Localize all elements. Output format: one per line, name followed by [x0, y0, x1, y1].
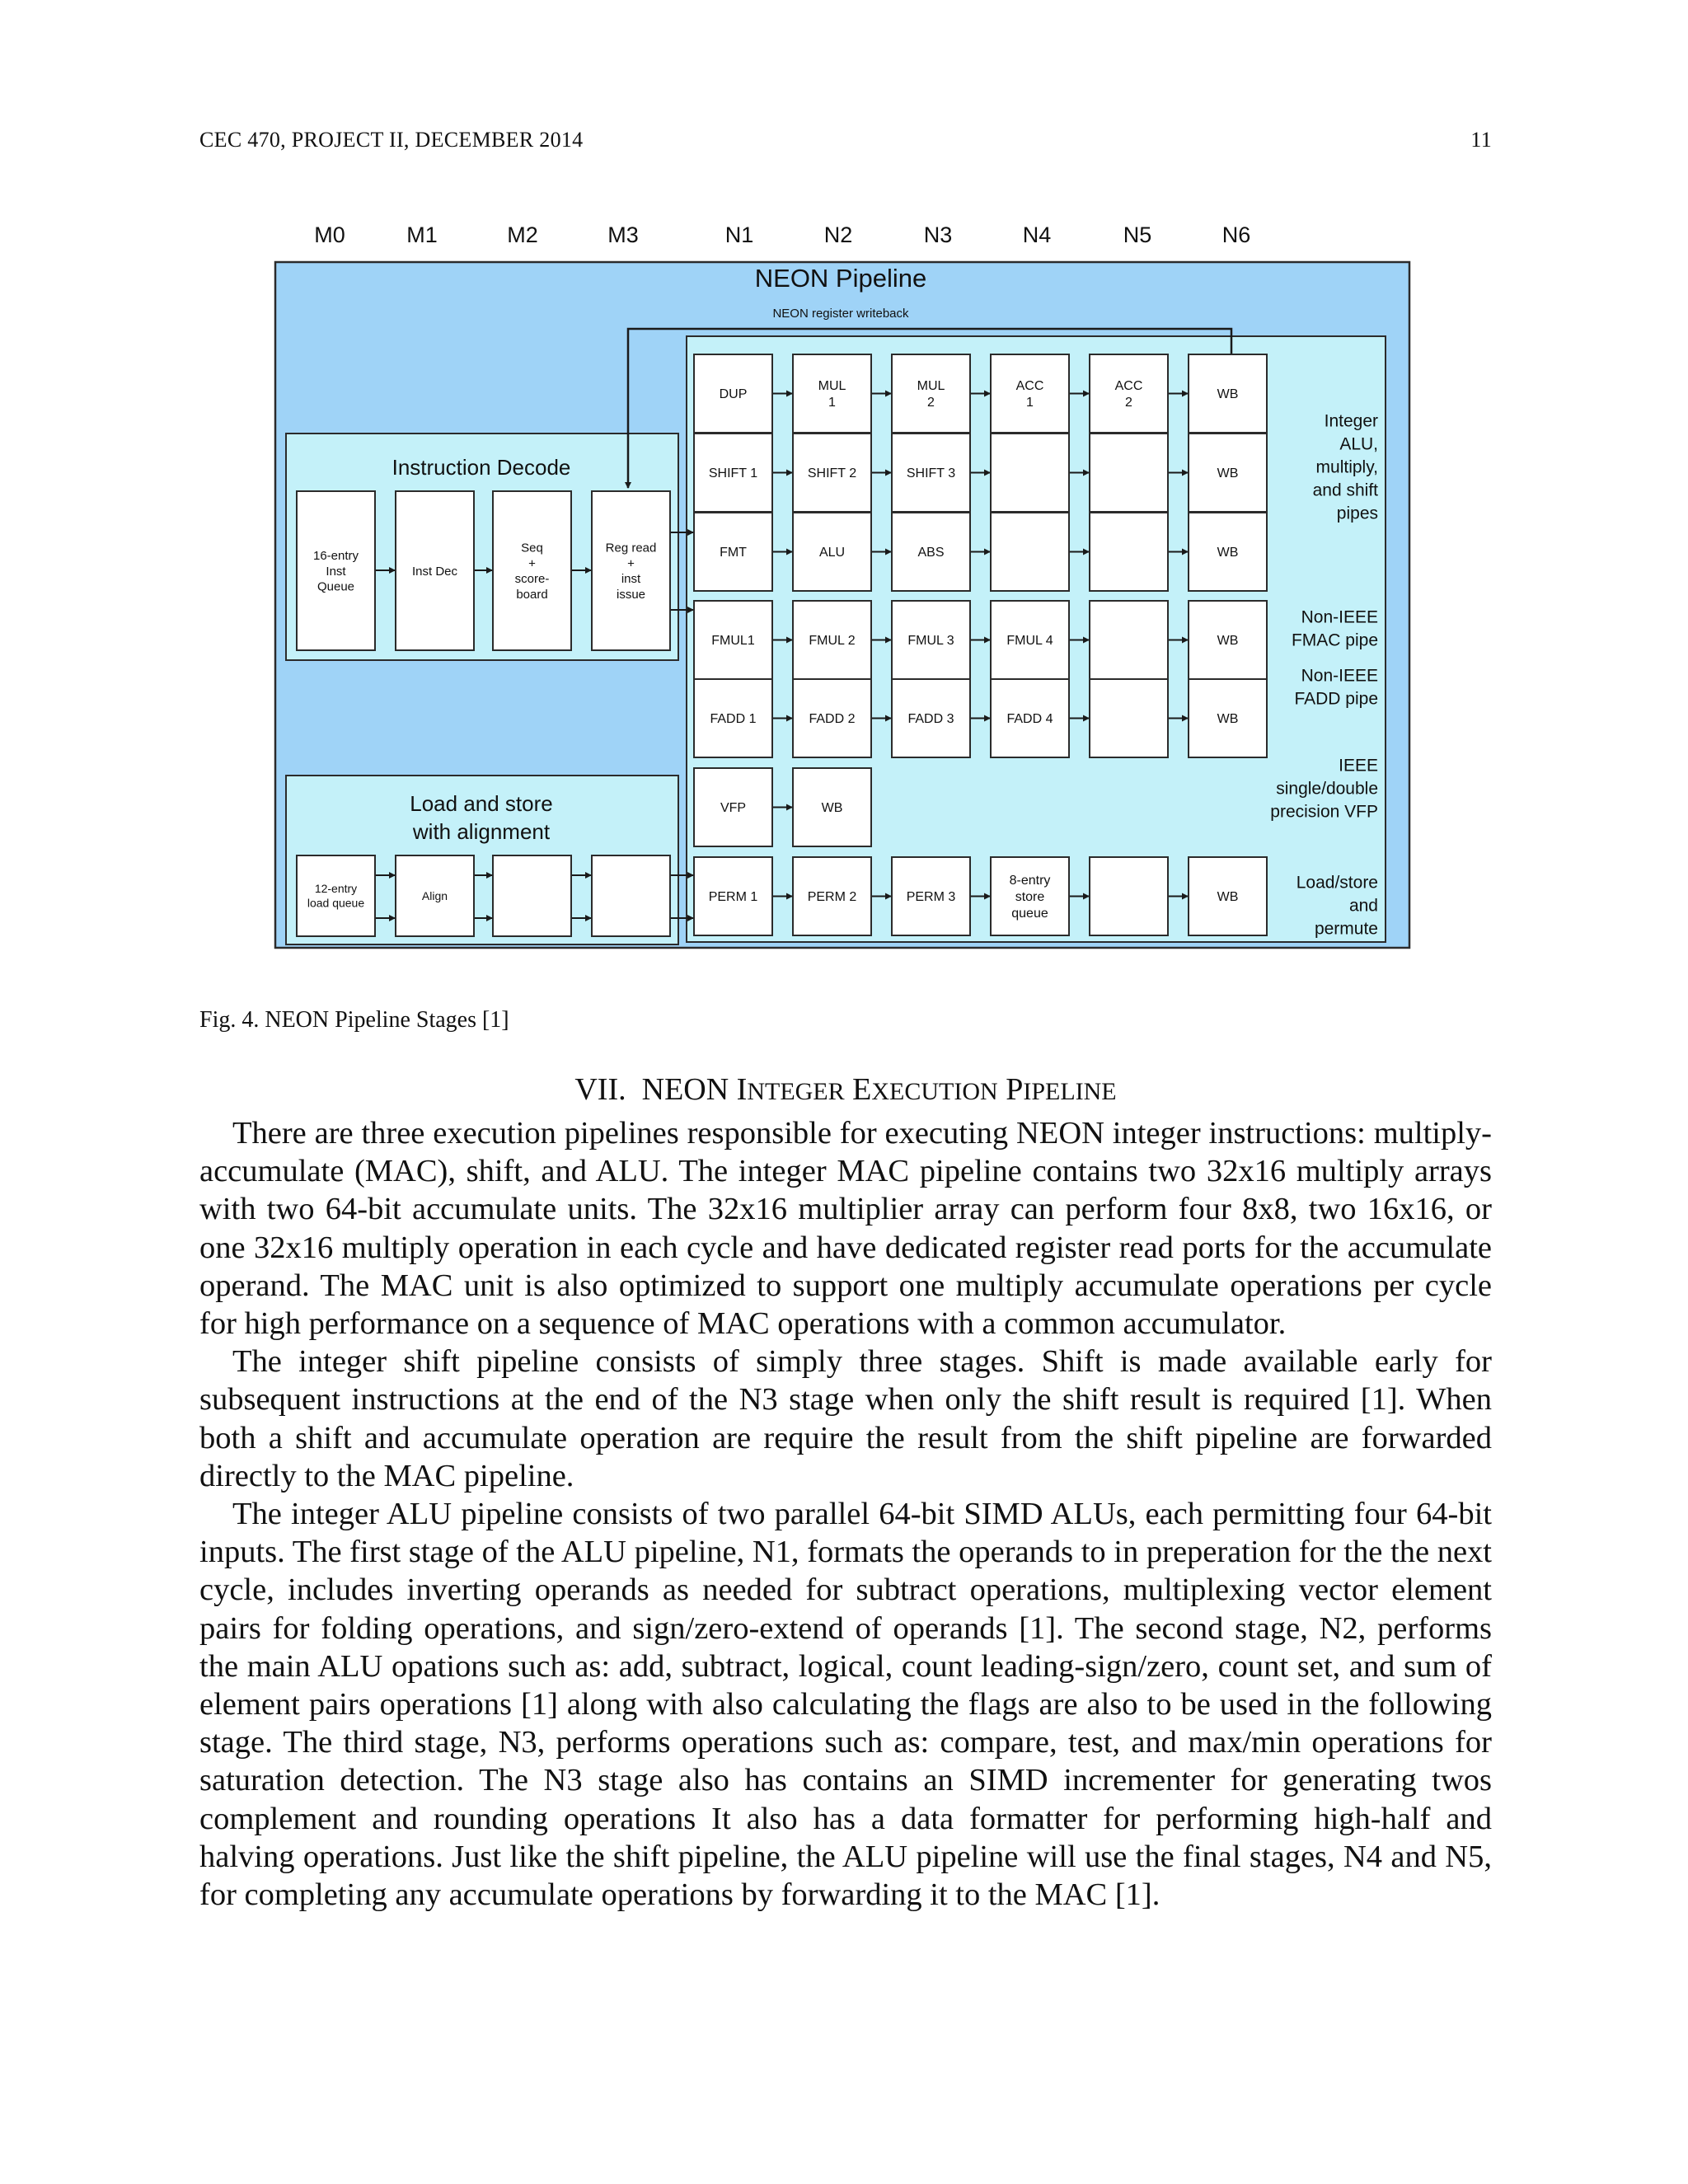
- decode-stage-box-label-line: board: [516, 587, 548, 602]
- pipeline-stage-box-label-line: SHIFT 1: [708, 466, 758, 481]
- writeback-label: NEON register writeback: [772, 307, 909, 321]
- pipeline-stage-box-label: [1217, 387, 1239, 401]
- pipeline-stage-box-label-line: 1: [828, 396, 836, 410]
- pipeline-stage-box-label: [1217, 634, 1239, 648]
- stage-label: N1: [724, 223, 754, 247]
- pipeline-stage-box: [892, 354, 970, 433]
- pipeline-stage-box-label-line: 2: [927, 396, 935, 410]
- pipe-label-line: multiply,: [1315, 457, 1378, 477]
- decode-stage-box-label-line: +: [528, 556, 536, 571]
- pipeline-stage-box-label-line: WB: [1217, 712, 1239, 727]
- pipeline-stage-box: [991, 354, 1069, 433]
- running-header: [199, 128, 1492, 152]
- figure-caption: Fig. 4. NEON Pipeline Stages [1]: [199, 1007, 509, 1033]
- decode-stage-box-label: [412, 565, 458, 579]
- pipeline-stage-box-label: [907, 712, 954, 726]
- pipeline-stage-box-label-line: ALU: [818, 546, 846, 560]
- decode-stage-box-label-line: score-: [514, 572, 550, 587]
- decode-stage-box-label-line: inst: [621, 572, 641, 587]
- pipeline-stage-box-label-line: 8-entry: [1009, 874, 1051, 888]
- pipeline-stage-box-label-line: WB: [1217, 634, 1239, 649]
- pipeline-stage-box-label: [1217, 890, 1239, 904]
- load-store-stage-box: [493, 855, 571, 936]
- pipeline-stage-box-label-line: PERM 2: [807, 890, 857, 905]
- decode-stage-box: [592, 491, 670, 650]
- pipeline-stage-box-label: [808, 890, 857, 904]
- pipeline-stage-box: [1090, 679, 1168, 757]
- pipeline-stage-box-label-line: 1: [1026, 396, 1034, 410]
- pipeline-stage-box: [991, 434, 1069, 512]
- pipeline-stage-box-label: [917, 546, 944, 560]
- pipe-label-line: Integer: [1324, 411, 1378, 431]
- page-number: 11: [1470, 128, 1492, 152]
- pipeline-stage-box-label: [720, 387, 748, 401]
- pipe-label-line: FMAC pipe: [1291, 630, 1378, 650]
- pipeline-stage-box-label: [809, 634, 855, 648]
- pipeline-stage-box-label-line: queue: [1011, 907, 1048, 921]
- neon-pipeline-figure: [264, 221, 1411, 963]
- stage-label: M3: [607, 223, 639, 247]
- load-store-stage-box-label: [422, 889, 448, 902]
- pipeline-stage-box-label-line: VFP: [720, 801, 747, 816]
- pipeline-stage-box-label-line: FADD 1: [710, 712, 757, 727]
- stage-label: N2: [823, 223, 853, 247]
- pipeline-stage-box: [1090, 354, 1168, 433]
- pipeline-stage-box: [991, 513, 1069, 591]
- pipeline-stage-box-label: [808, 466, 856, 480]
- pipeline-stage-box-label: [710, 712, 756, 726]
- load-store-title-text-line: with alignment: [412, 819, 551, 845]
- load-store-stage-box-label-line: load queue: [307, 896, 365, 910]
- stage-label: N6: [1221, 223, 1251, 247]
- pipeline-stage-box-label-line: WB: [1217, 387, 1239, 402]
- pipeline-stage-box-label-line: SHIFT 2: [807, 466, 857, 481]
- pipeline-stage-box-label-line: DUP: [719, 387, 748, 402]
- pipeline-stage-box-label-line: PERM 1: [708, 890, 758, 905]
- load-store-stage-box: [592, 855, 670, 936]
- paragraph: There are three execution pipelines responsible for executing NEON integer instructions: multiply-accumulate (MAC), shift, and ALU. The integer MAC pipeline contains two 32x16 multiply arrays with two 64-bit accumulate units. The 32x16 multiplier array can perform four 8x8, two 16x16, or one 32x16 multiply operation in each cycle and have dedicated register read ports for the accumulate operand. The MAC unit is also optimized to support one multiply accumulate operations per cycle for high performance on a sequence of MAC operations with a common accumulator.: [199, 1116, 1492, 1342]
- decode-stage-box-label-line: Reg read: [605, 541, 657, 555]
- pipeline-stage-box-label-line: FMT: [720, 546, 747, 560]
- pipeline-stage-box-label-line: FMUL1: [711, 634, 755, 649]
- pipe-label-line: single/double: [1276, 779, 1378, 799]
- pipeline-stage-box-label: [720, 546, 747, 560]
- pipeline-stage-box-label: [709, 466, 757, 480]
- pipe-label-line: ALU,: [1339, 434, 1378, 454]
- pipeline-stage-box-label: [907, 890, 956, 904]
- pipeline-stage-box-label-line: WB: [1217, 890, 1239, 905]
- section-number: VII.: [574, 1072, 626, 1107]
- pipeline-stage-box-label-line: PERM 3: [906, 890, 956, 905]
- stage-label: N5: [1123, 223, 1152, 247]
- pipeline-stage-box: [1090, 513, 1168, 591]
- pipe-label-line: pipes: [1336, 504, 1378, 523]
- decode-stage-box-label-line: Inst Dec: [411, 564, 458, 579]
- pipeline-stage-box-label: [907, 634, 954, 648]
- pipe-label-line: IEEE: [1339, 756, 1378, 776]
- instruction-decode-title: Instruction Decode: [392, 455, 571, 480]
- stage-label: M2: [507, 223, 538, 247]
- pipeline-stage-box-label-line: ACC: [1015, 379, 1044, 394]
- pipeline-stage-box-label: [809, 712, 855, 726]
- pipeline-stage-box-label: [822, 801, 843, 815]
- pipeline-stage-box-label-line: FMUL 4: [1006, 634, 1053, 649]
- pipe-label-line: permute: [1314, 919, 1378, 939]
- pipeline-stage-box-label-line: FADD 3: [907, 712, 954, 727]
- pipeline-stage-box-label: [720, 801, 746, 815]
- pipeline-stage-box-label: [819, 546, 845, 560]
- pipeline-stage-box-label: [709, 890, 758, 904]
- decode-stage-box: [493, 491, 571, 650]
- pipe-label-line: Non-IEEE: [1301, 607, 1378, 627]
- pipeline-stage-box-label: [1006, 712, 1053, 726]
- pipeline-stage-box-label-line: store: [1015, 890, 1045, 905]
- pipeline-stage-box: [1090, 601, 1168, 679]
- load-store-title-text-line: Load and store: [410, 791, 553, 817]
- decode-stage-box-label-line: Queue: [316, 579, 355, 594]
- pipeline-stage-box-label-line: MUL: [917, 379, 945, 394]
- pipeline-stage-box-label-line: FADD 4: [1006, 712, 1053, 727]
- decode-stage-box-label-line: +: [627, 556, 635, 571]
- decode-stage-box-label-line: issue: [616, 587, 646, 602]
- pipeline-stage-box: [793, 354, 871, 433]
- pipe-label-line: Load/store: [1296, 873, 1378, 893]
- pipeline-stage-box-label-line: FADD 2: [809, 712, 856, 727]
- pipeline-stage-box-label: [1217, 712, 1239, 726]
- pipeline-stage-box-label-line: FMUL 2: [809, 634, 856, 649]
- pipeline-stage-box-label-line: SHIFT 3: [906, 466, 956, 481]
- pipeline-stage-box-label-line: 2: [1125, 396, 1132, 410]
- pipeline-stage-box-label: [1010, 874, 1051, 921]
- pipeline-stage-box-label-line: WB: [1217, 546, 1239, 560]
- pipeline-stage-box-label: [1217, 466, 1239, 480]
- load-store-stage-box-label-line: 12-entry: [314, 882, 358, 896]
- pipeline-stage-box-label: [1006, 634, 1053, 648]
- stage-label: N4: [1022, 223, 1052, 247]
- stage-labels: [314, 223, 1250, 247]
- pipeline-stage-box: [1090, 857, 1168, 935]
- load-store-stage-box-label: [307, 882, 365, 910]
- section-heading: [199, 1071, 1492, 1108]
- pipeline-stage-box-label: [1217, 546, 1239, 560]
- running-header-title: CEC 470, PROJECT II, DECEMBER 2014: [199, 128, 584, 152]
- body-text: [199, 1114, 1492, 1914]
- pipeline-stage-box: [1090, 434, 1168, 512]
- pipeline-stage-box-label: [711, 634, 755, 648]
- pipe-label-line: Non-IEEE: [1301, 666, 1378, 686]
- decode-stage-box-label-line: 16-entry: [312, 549, 359, 563]
- stage-label: M0: [314, 223, 345, 247]
- pipeline-stage-box-label-line: ABS: [917, 546, 945, 560]
- paragraph: The integer shift pipeline consists of simply three stages. Shift is made available early for subsequent instructions at the end of the N3 stage when only the shift result is required [1]. When both a shift and accumulate operation are require the result from the shift pipeline are forwarded directly to the MAC pipeline.: [199, 1344, 1492, 1493]
- pipeline-stage-box-label: [907, 466, 955, 480]
- decode-stage-box-label-line: Seq: [521, 541, 543, 555]
- load-store-stage-box-label-line: Align: [421, 888, 448, 902]
- stage-label: N3: [923, 223, 953, 247]
- pipe-label-line: precision VFP: [1270, 802, 1378, 822]
- pipeline-stage-box-label-line: MUL: [818, 379, 846, 394]
- pipe-label-line: FADD pipe: [1294, 689, 1378, 709]
- section-title: NEON INTEGER EXECUTION PIPELINE: [641, 1072, 1117, 1107]
- figure-title: NEON Pipeline: [754, 264, 927, 293]
- paragraph: The integer ALU pipeline consists of two parallel 64-bit SIMD ALUs, each permitting four 64-bit inputs. The first stage of the ALU pipeline, N1, formats the operands to in preperation for the the next cycle, includes inverting operands as needed for subtract operations, multiplexing vector element pairs for folding operations, and sign/zero-extend of operands [1]. The second stage, N2, performs the main ALU opations such as: add, subtract, logical, count leading-sign/zero, count set, and sum of element pairs operations [1] along with also calculating the flags are also to be used in the following stage. The third stage, N3, performs operations such as: compare, test, and max/min operations for saturation detection. The N3 stage also has contains an SIMD incrementer for generating twos complement and rounding operations It also has a data formatter for performing high-half and halving operations. Just like the shift pipeline, the ALU pipeline will use the final stages, N4 and N5, for completing any accumulate operations by forwarding it to the MAC [1].: [199, 1497, 1492, 1913]
- decode-stage-box-label-line: Inst: [326, 564, 346, 579]
- pipe-label-line: and shift: [1312, 480, 1378, 500]
- pipeline-stage-box-label-line: WB: [821, 801, 843, 816]
- pipeline-stage-box-label-line: WB: [1217, 466, 1239, 481]
- pipeline-stage-box-label-line: FMUL 3: [907, 634, 954, 649]
- pipe-label-line: and: [1348, 896, 1378, 916]
- pipeline-stage-box-label-line: ACC: [1114, 379, 1143, 394]
- stage-label: M1: [406, 223, 438, 247]
